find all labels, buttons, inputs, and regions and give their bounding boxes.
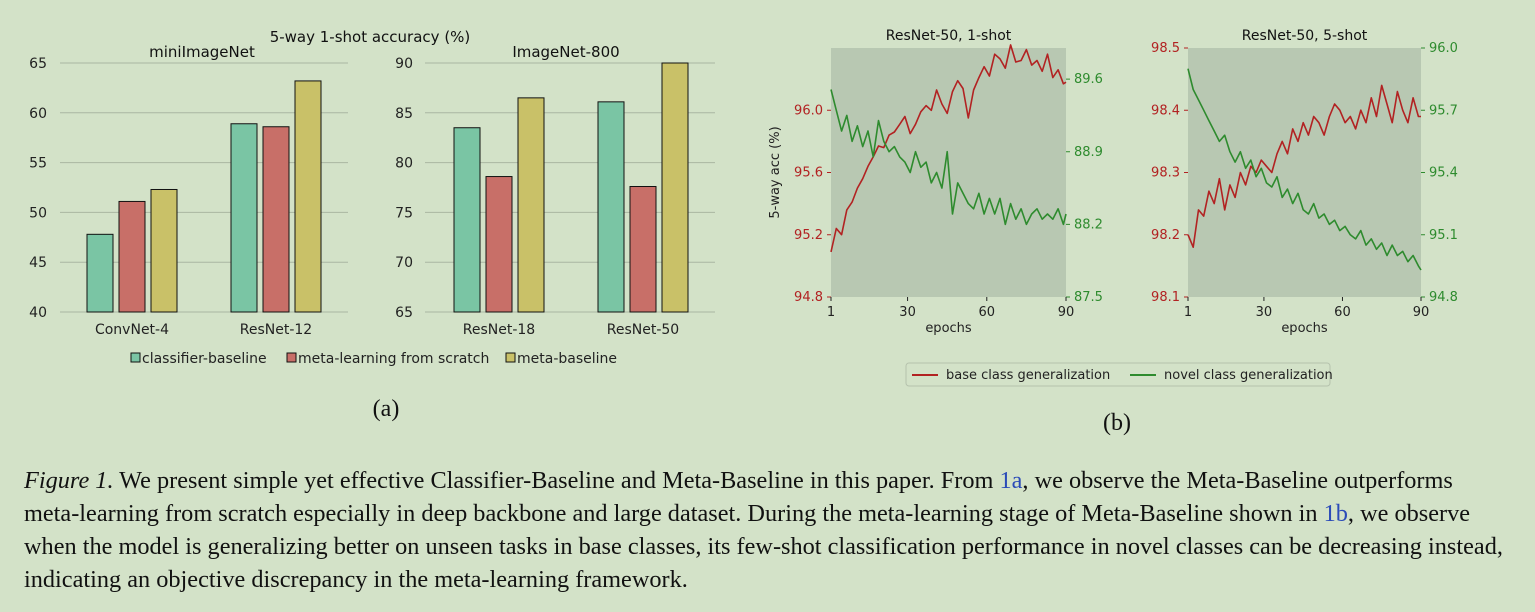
bar-chart-title: 5-way 1-shot accuracy (%) [269, 28, 471, 46]
y-axis-label: 5-way acc (%) [768, 126, 783, 219]
y-right-tick-label: 88.9 [1074, 144, 1103, 160]
y-tick-label: 70 [395, 255, 413, 272]
y-left-tick-label: 96.0 [794, 103, 823, 119]
caption-ref-1b[interactable]: 1b [1323, 500, 1348, 527]
y-left-tick-label: 98.4 [1151, 103, 1180, 119]
caption-ref-1a[interactable]: 1a [999, 467, 1023, 494]
panel-label-b: (b) [1103, 410, 1131, 436]
caption-text-3: , we observe when the model is generalizing better on unseen tasks in base classes, its few-shot classification performance in novel classes can be decreasing instead, indicating an objective discrepancy in the meta-learning framework. [24, 500, 1503, 593]
x-axis-label: epochs [925, 321, 972, 336]
bar-legend [131, 351, 617, 367]
line-chart-title: ResNet-50, 1-shot [885, 28, 1012, 44]
y-right-tick-label: 89.6 [1074, 72, 1103, 88]
legend-swatch [131, 353, 140, 362]
y-right-tick-label: 94.8 [1429, 290, 1458, 305]
bar [598, 102, 624, 312]
bar [295, 81, 321, 312]
x-tick-label: 30 [899, 305, 916, 320]
x-tick-label: ResNet-12 [239, 322, 313, 338]
y-tick-label: 85 [395, 105, 413, 122]
bar [151, 189, 177, 312]
line-chart-5shot [1151, 28, 1458, 336]
line-chart-1shot [768, 28, 1103, 336]
y-tick-label: 40 [29, 305, 47, 321]
bar [263, 127, 289, 312]
panel-label-a: (a) [372, 396, 400, 422]
y-right-tick-label: 95.1 [1429, 227, 1458, 243]
bar [231, 124, 257, 312]
figure-caption [24, 464, 1504, 596]
legend-label: meta-learning from scratch [298, 351, 490, 367]
bar [630, 187, 656, 312]
x-tick-label: ResNet-50 [606, 322, 680, 338]
legend-label: base class generalization [946, 368, 1111, 383]
y-left-tick-label: 94.8 [794, 290, 823, 305]
bar [662, 63, 688, 312]
y-right-tick-label: 87.5 [1074, 290, 1103, 305]
bar-chart-miniimagenet [29, 43, 348, 338]
x-tick-label: 60 [978, 305, 996, 320]
x-tick-label: 1 [826, 305, 836, 320]
y-tick-label: 90 [395, 56, 413, 72]
y-right-tick-label: 96.0 [1429, 41, 1458, 56]
x-axis-label: epochs [1281, 321, 1328, 336]
legend-label: classifier-baseline [142, 351, 267, 367]
chart-subtitle: ImageNet-800 [512, 43, 620, 61]
x-tick-label: 30 [1255, 305, 1273, 320]
y-left-tick-label: 95.6 [794, 165, 823, 181]
y-tick-label: 65 [395, 305, 413, 321]
y-right-tick-label: 88.2 [1074, 217, 1103, 233]
bar [518, 98, 544, 312]
legend-swatch [506, 353, 515, 362]
y-left-tick-label: 98.3 [1151, 165, 1180, 181]
x-tick-label: ResNet-18 [462, 322, 536, 338]
caption-text-2: , we observe the Meta-Baseline outperforms meta-learning from scratch especially in deep backbone and large dataset. During the meta-learning stage of Meta-Baseline shown in [24, 467, 1453, 527]
x-tick-label: ConvNet-4 [94, 322, 170, 338]
legend-label: meta-baseline [517, 351, 618, 367]
y-left-tick-label: 98.5 [1151, 41, 1180, 56]
y-tick-label: 80 [395, 155, 413, 172]
line-legend [906, 363, 1333, 386]
y-tick-label: 55 [29, 155, 47, 172]
caption-text-1: We present simple yet effective Classifier-Baseline and Meta-Baseline in this paper. From [113, 467, 1000, 494]
y-right-tick-label: 95.7 [1429, 103, 1458, 119]
y-right-tick-label: 95.4 [1429, 165, 1458, 181]
chart-subtitle: miniImageNet [149, 43, 255, 61]
y-tick-label: 65 [29, 56, 47, 72]
bar-chart-imagenet-800 [395, 43, 715, 338]
x-tick-label: 60 [1334, 305, 1351, 320]
bar [454, 128, 480, 312]
y-left-tick-label: 98.2 [1151, 227, 1180, 243]
caption-lead: Figure 1. [24, 467, 114, 494]
line-chart-title: ResNet-50, 5-shot [1241, 28, 1368, 44]
bar [486, 177, 512, 312]
y-tick-label: 75 [395, 205, 413, 222]
y-tick-label: 60 [29, 105, 47, 122]
y-tick-label: 45 [29, 255, 47, 272]
y-left-tick-label: 98.1 [1151, 290, 1180, 305]
x-tick-label: 90 [1057, 305, 1075, 320]
legend-label: novel class generalization [1164, 368, 1333, 383]
bar [87, 234, 113, 312]
y-tick-label: 50 [29, 205, 47, 222]
bar [119, 201, 145, 312]
legend-swatch [287, 353, 296, 362]
x-tick-label: 90 [1412, 305, 1430, 320]
x-tick-label: 1 [1183, 305, 1193, 320]
y-left-tick-label: 95.2 [794, 227, 823, 243]
plot-area [1188, 48, 1421, 297]
